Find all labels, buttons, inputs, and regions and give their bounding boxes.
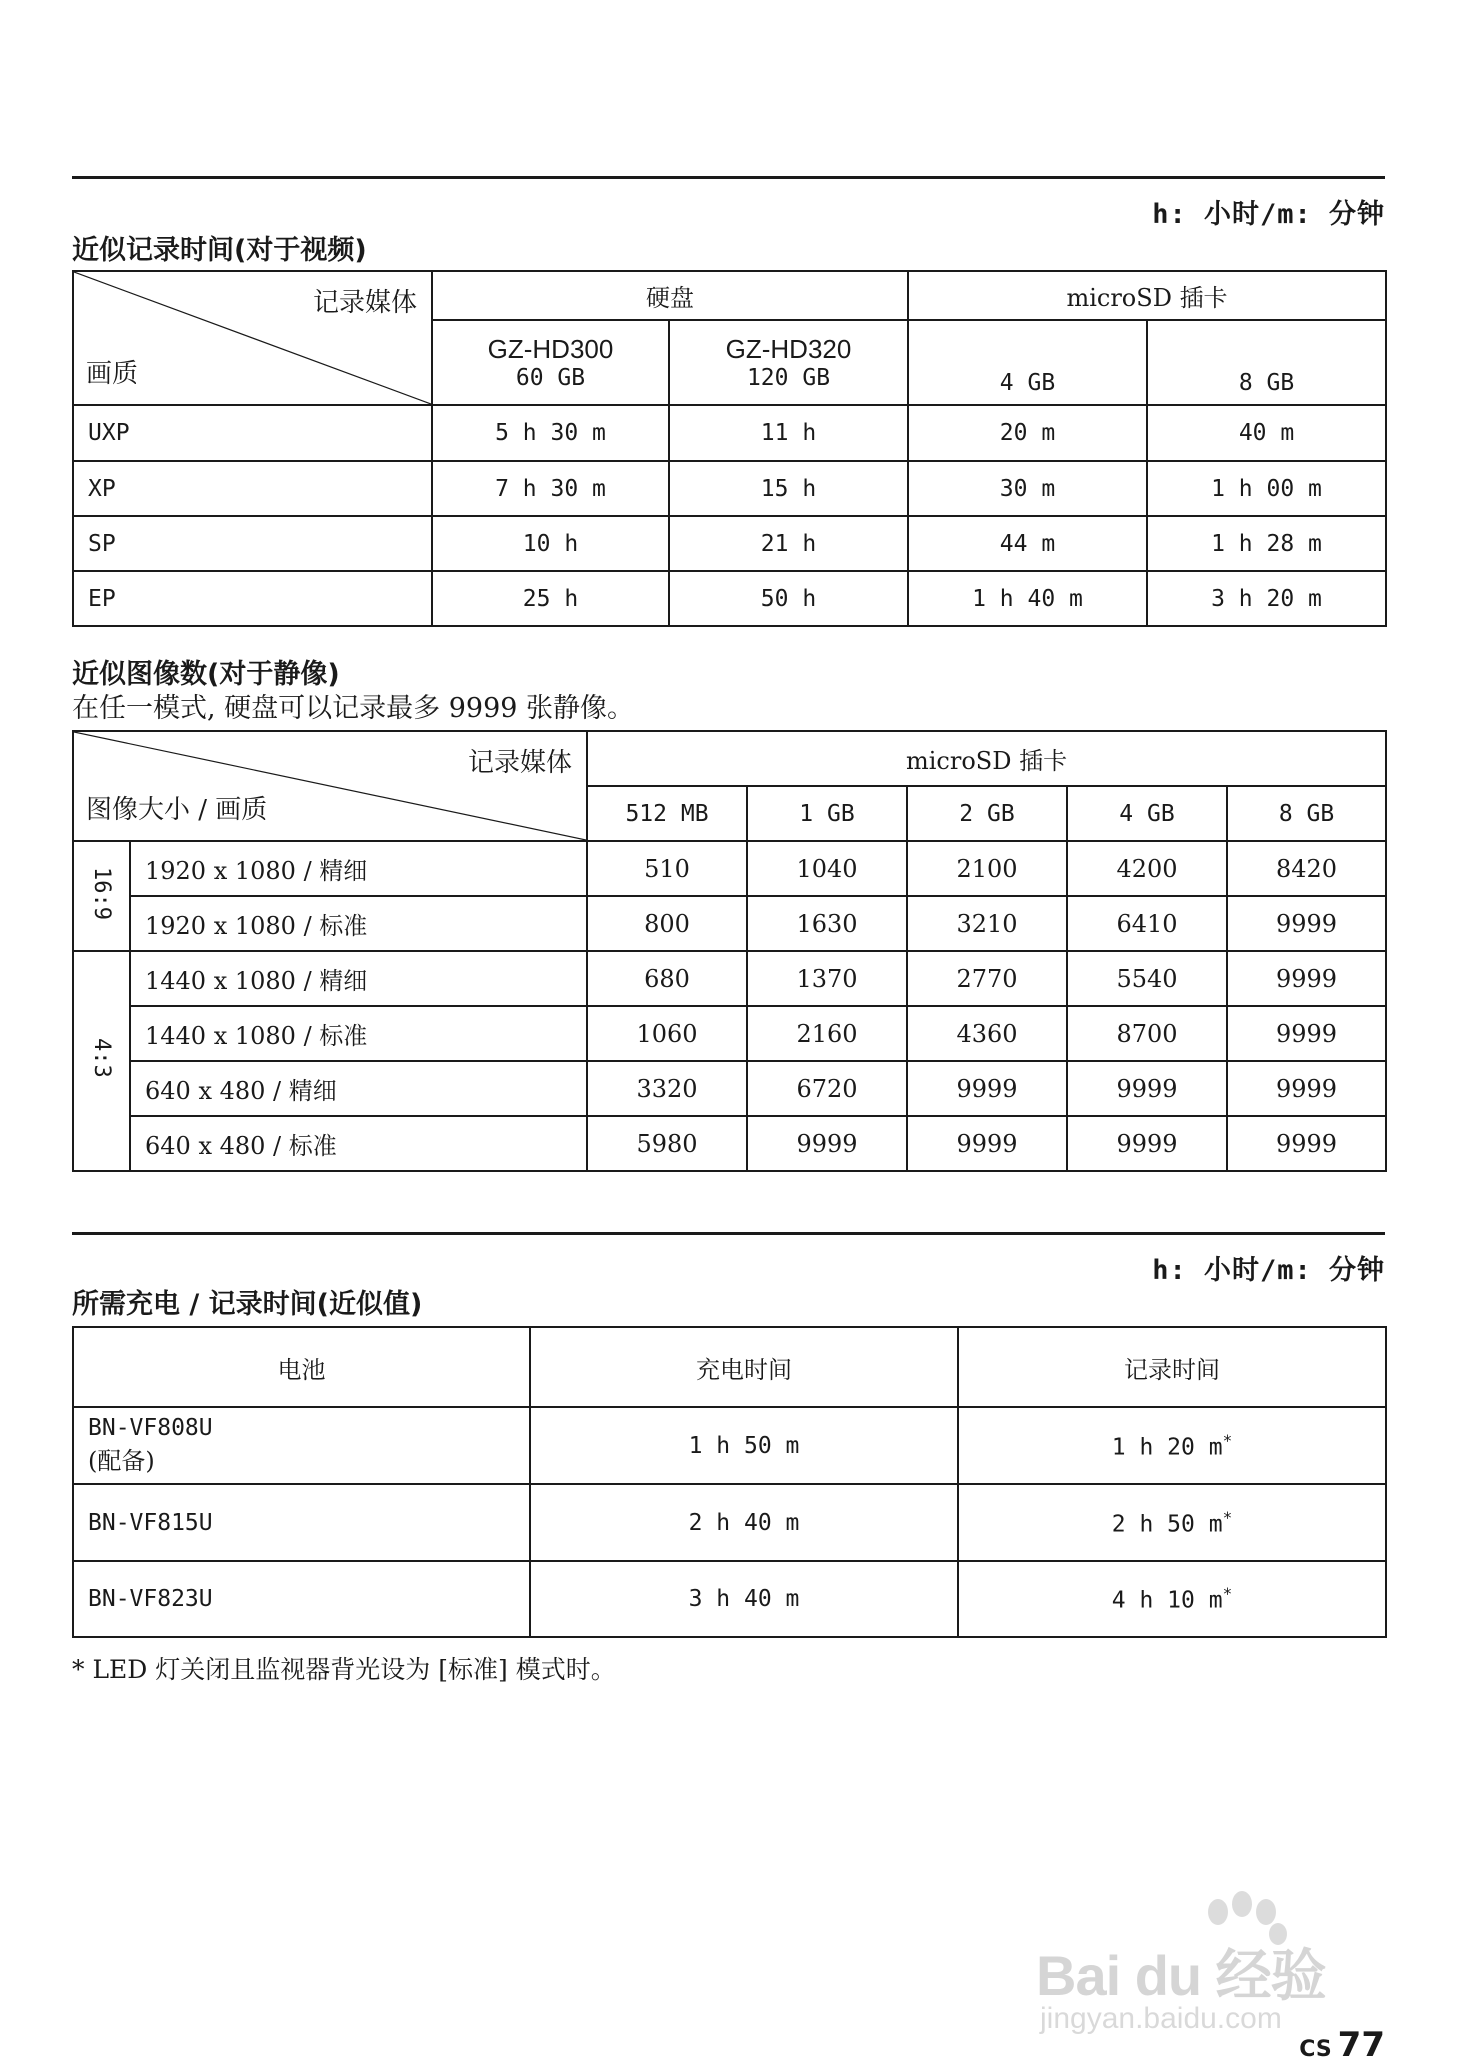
table-row — [73, 405, 1386, 461]
battery-units-note: h: 小时/m: 分钟 — [1152, 1255, 1385, 1286]
table-row — [73, 461, 1386, 516]
video-group-hdd: 硬盘 — [432, 271, 908, 320]
table-cell: 3 h 20 m — [1147, 571, 1386, 626]
page-number — [1299, 2025, 1385, 2065]
video-col-capacity: 8 GB — [1238, 370, 1295, 396]
table-cell: 4200 — [1067, 841, 1227, 896]
table-cell: 1 h 40 m — [908, 571, 1147, 626]
table-cell: 2160 — [747, 1006, 907, 1061]
size-quality-label: 640 x 480 / 精细 — [130, 1061, 587, 1116]
aspect-label-16-9: 16:9 — [73, 841, 130, 951]
page-lang: CS — [1299, 2037, 1332, 2062]
battery-heading: 所需充电 / 记录时间(近似值) — [72, 1289, 423, 1320]
still-col-header: 512 MB — [587, 786, 747, 841]
still-count-table — [72, 730, 1387, 1172]
quality-label: EP — [73, 571, 432, 626]
battery-name: BN-VF808U (配备) — [73, 1407, 530, 1484]
still-heading: 近似图像数(对于静像) — [72, 659, 340, 690]
battery-col-header: 充电时间 — [530, 1327, 958, 1407]
video-corner-media: 记录媒体 — [312, 288, 417, 318]
battery-table — [72, 1326, 1387, 1638]
battery-included-note: (配备) — [88, 1447, 155, 1475]
charge-time: 1 h 50 m — [530, 1407, 958, 1484]
table-cell: 25 h — [432, 571, 669, 626]
table-cell: 9999 — [1227, 951, 1386, 1006]
table-cell: 3210 — [907, 896, 1067, 951]
table-cell: 4360 — [907, 1006, 1067, 1061]
table-row — [73, 1484, 1386, 1561]
still-note: 在任一模式, 硬盘可以记录最多 9999 张静像。 — [72, 693, 635, 724]
still-col-header: 8 GB — [1227, 786, 1386, 841]
page-number-value: 77 — [1337, 2025, 1385, 2065]
video-col-model: GZ-HD320 — [725, 334, 852, 364]
table-cell: 9999 — [907, 1061, 1067, 1116]
table-cell: 40 m — [1147, 405, 1386, 461]
still-col-header: 2 GB — [907, 786, 1067, 841]
video-corner-cell — [73, 271, 432, 405]
table-cell: 1060 — [587, 1006, 747, 1061]
record-time: 4 h 10 m* — [958, 1561, 1386, 1637]
record-time: 1 h 20 m* — [958, 1407, 1386, 1484]
still-corner-cell — [73, 731, 587, 841]
table-cell: 5540 — [1067, 951, 1227, 1006]
table-cell: 9999 — [907, 1116, 1067, 1171]
video-corner-quality: 画质 — [86, 359, 139, 389]
table-cell: 8700 — [1067, 1006, 1227, 1061]
table-cell: 11 h — [669, 405, 908, 461]
still-col-header: 4 GB — [1067, 786, 1227, 841]
table-row — [73, 1061, 1386, 1116]
table-cell: 20 m — [908, 405, 1147, 461]
video-col-capacity: 4 GB — [999, 370, 1056, 396]
video-group-sd: microSD 插卡 — [908, 271, 1386, 320]
battery-footnote: * LED 灯关闭且监视器背光设为 [标准] 模式时。 — [72, 1655, 616, 1684]
middle-rule — [72, 1232, 1385, 1235]
baidu-watermark — [1030, 1890, 1390, 2040]
quality-label: SP — [73, 516, 432, 571]
size-quality-label: 1920 x 1080 / 标准 — [130, 896, 587, 951]
table-cell: 7 h 30 m — [432, 461, 669, 516]
table-cell: 2770 — [907, 951, 1067, 1006]
size-quality-label: 1440 x 1080 / 精细 — [130, 951, 587, 1006]
table-cell: 800 — [587, 896, 747, 951]
video-time-table — [72, 270, 1387, 627]
still-col-header: 1 GB — [747, 786, 907, 841]
top-rule — [72, 176, 1385, 179]
table-cell: 21 h — [669, 516, 908, 571]
table-cell: 9999 — [1227, 1116, 1386, 1171]
table-cell: 1 h 28 m — [1147, 516, 1386, 571]
video-col-header — [669, 320, 908, 405]
table-cell: 9999 — [1227, 896, 1386, 951]
video-col-capacity: 60 GB — [515, 365, 586, 391]
table-cell: 30 m — [908, 461, 1147, 516]
footnote-mark: * — [1222, 1430, 1233, 1450]
table-row — [73, 1006, 1386, 1061]
table-cell: 1370 — [747, 951, 907, 1006]
video-col-capacity: 120 GB — [746, 365, 831, 391]
table-row — [73, 841, 1386, 896]
table-row — [73, 571, 1386, 626]
charge-time: 2 h 40 m — [530, 1484, 958, 1561]
units-note: h: 小时/m: 分钟 — [1152, 199, 1385, 230]
battery-col-header: 记录时间 — [958, 1327, 1386, 1407]
aspect-label-4-3: 4:3 — [73, 951, 130, 1171]
quality-label: XP — [73, 461, 432, 516]
size-quality-label: 1440 x 1080 / 标准 — [130, 1006, 587, 1061]
battery-name: BN-VF815U — [73, 1484, 530, 1561]
video-col-header — [1147, 320, 1386, 405]
still-corner-media: 记录媒体 — [467, 748, 572, 778]
table-cell: 10 h — [432, 516, 669, 571]
table-cell: 1040 — [747, 841, 907, 896]
table-cell: 1630 — [747, 896, 907, 951]
table-cell: 5 h 30 m — [432, 405, 669, 461]
still-corner-size: 图像大小 / 画质 — [86, 795, 268, 825]
table-row — [73, 951, 1386, 1006]
table-cell: 8420 — [1227, 841, 1386, 896]
video-col-header — [908, 320, 1147, 405]
watermark-brand: Bai du 经验 — [1036, 1944, 1326, 2007]
charge-time: 3 h 40 m — [530, 1561, 958, 1637]
table-cell: 9999 — [1227, 1061, 1386, 1116]
table-cell: 2100 — [907, 841, 1067, 896]
table-cell: 50 h — [669, 571, 908, 626]
quality-label: UXP — [73, 405, 432, 461]
still-group-sd: microSD 插卡 — [587, 731, 1386, 786]
table-cell: 1 h 00 m — [1147, 461, 1386, 516]
video-heading: 近似记录时间(对于视频) — [72, 235, 367, 266]
watermark-url: jingyan.baidu.com — [1040, 2002, 1282, 2035]
table-cell: 680 — [587, 951, 747, 1006]
battery-col-header: 电池 — [73, 1327, 530, 1407]
size-quality-label: 640 x 480 / 标准 — [130, 1116, 587, 1171]
table-cell: 510 — [587, 841, 747, 896]
table-cell: 5980 — [587, 1116, 747, 1171]
table-cell: 9999 — [1067, 1116, 1227, 1171]
table-cell: 9999 — [1067, 1061, 1227, 1116]
size-quality-label: 1920 x 1080 / 精细 — [130, 841, 587, 896]
table-cell: 9999 — [747, 1116, 907, 1171]
table-cell: 6720 — [747, 1061, 907, 1116]
table-cell: 6410 — [1067, 896, 1227, 951]
battery-name: BN-VF823U — [73, 1561, 530, 1637]
table-row — [73, 516, 1386, 571]
footnote-mark: * — [1222, 1507, 1233, 1527]
table-cell: 3320 — [587, 1061, 747, 1116]
footnote-mark: * — [1222, 1584, 1233, 1604]
table-row — [73, 896, 1386, 951]
table-cell: 9999 — [1227, 1006, 1386, 1061]
table-cell: 15 h — [669, 461, 908, 516]
table-row — [73, 1407, 1386, 1484]
record-time: 2 h 50 m* — [958, 1484, 1386, 1561]
table-row — [73, 1561, 1386, 1637]
video-col-model: GZ-HD300 — [487, 334, 614, 364]
table-row — [73, 1116, 1386, 1171]
table-cell: 44 m — [908, 516, 1147, 571]
video-col-header — [432, 320, 669, 405]
